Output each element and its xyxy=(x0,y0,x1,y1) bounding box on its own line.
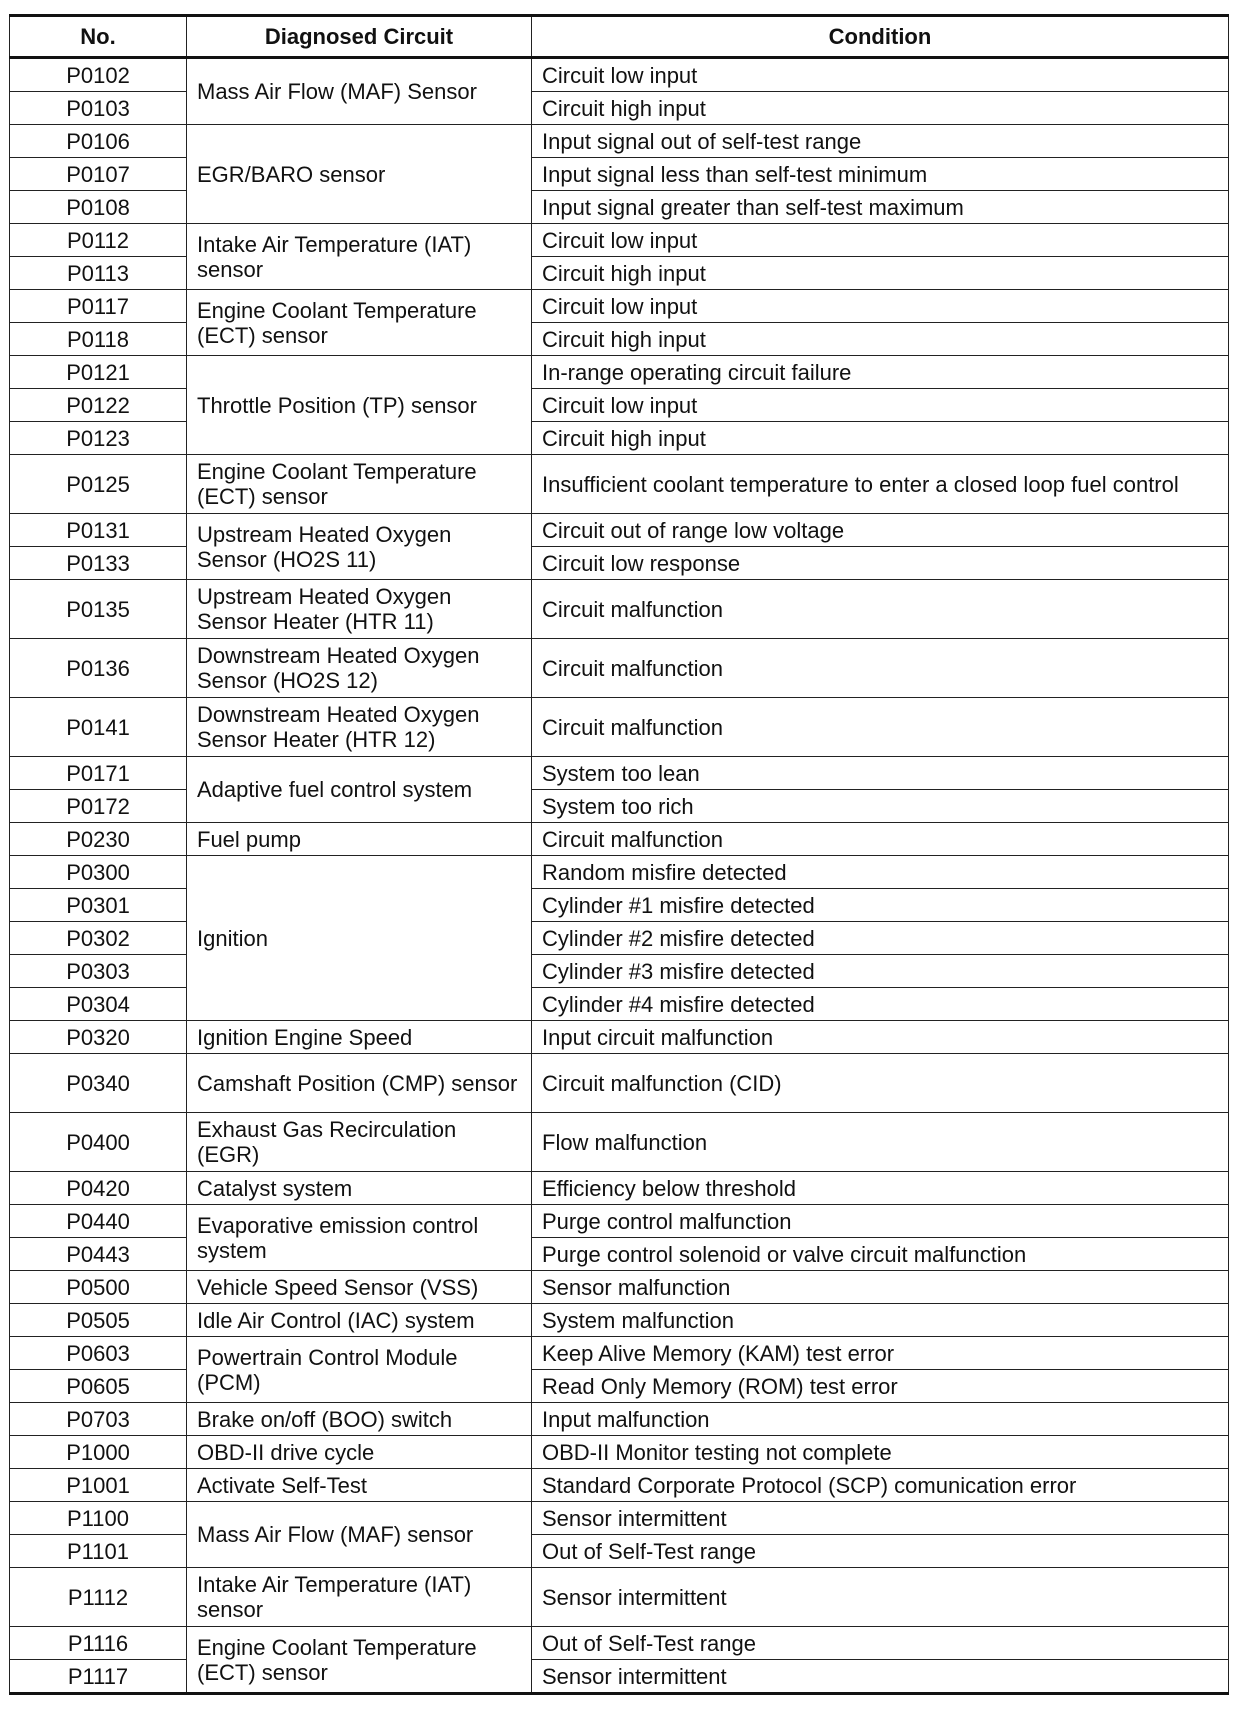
dtc-code: P0113 xyxy=(10,257,187,290)
dtc-code: P0605 xyxy=(10,1370,187,1403)
condition: Sensor malfunction xyxy=(532,1271,1229,1304)
dtc-code: P0131 xyxy=(10,514,187,547)
diagnosed-circuit: OBD-II drive cycle xyxy=(187,1436,532,1469)
dtc-code: P0102 xyxy=(10,58,187,92)
diagnosed-circuit: Fuel pump xyxy=(187,823,532,856)
diagnosed-circuit: Intake Air Temperature (IAT) sensor xyxy=(187,1568,532,1627)
table-row xyxy=(10,1172,1229,1205)
condition: Cylinder #3 misfire detected xyxy=(532,955,1229,988)
condition: Input signal greater than self-test maximum xyxy=(532,191,1229,224)
condition: Circuit high input xyxy=(532,92,1229,125)
diagnosed-circuit: Vehicle Speed Sensor (VSS) xyxy=(187,1271,532,1304)
header-no: No. xyxy=(10,16,187,58)
diagnosed-circuit: Engine Coolant Temperature (ECT) sensor xyxy=(187,1627,532,1694)
dtc-code: P0103 xyxy=(10,92,187,125)
dtc-code: P0302 xyxy=(10,922,187,955)
condition: System too lean xyxy=(532,757,1229,790)
diagnosed-circuit: Ignition xyxy=(187,856,532,1021)
diagnosed-circuit: Mass Air Flow (MAF) Sensor xyxy=(187,58,532,125)
condition: Purge control malfunction xyxy=(532,1205,1229,1238)
condition: Circuit high input xyxy=(532,422,1229,455)
diagnosed-circuit: Upstream Heated Oxygen Sensor (HO2S 11) xyxy=(187,514,532,580)
condition: Input malfunction xyxy=(532,1403,1229,1436)
dtc-code: P0112 xyxy=(10,224,187,257)
table-body xyxy=(10,58,1229,1694)
dtc-code: P0603 xyxy=(10,1337,187,1370)
condition: Circuit malfunction xyxy=(532,639,1229,698)
diagnosed-circuit: Evaporative emission control system xyxy=(187,1205,532,1271)
condition: Read Only Memory (ROM) test error xyxy=(532,1370,1229,1403)
dtc-code: P1116 xyxy=(10,1627,187,1660)
condition: OBD-II Monitor testing not complete xyxy=(532,1436,1229,1469)
condition: System malfunction xyxy=(532,1304,1229,1337)
dtc-code: P0107 xyxy=(10,158,187,191)
dtc-code: P0320 xyxy=(10,1021,187,1054)
table-row xyxy=(10,1469,1229,1502)
dtc-code: P1001 xyxy=(10,1469,187,1502)
table-row xyxy=(10,1113,1229,1172)
table-row xyxy=(10,356,1229,389)
table-row xyxy=(10,1271,1229,1304)
condition: Circuit malfunction xyxy=(532,698,1229,757)
dtc-code: P1112 xyxy=(10,1568,187,1627)
dtc-code: P0703 xyxy=(10,1403,187,1436)
diagnosed-circuit: Powertrain Control Module (PCM) xyxy=(187,1337,532,1403)
table-row xyxy=(10,58,1229,92)
condition: Cylinder #2 misfire detected xyxy=(532,922,1229,955)
condition: System too rich xyxy=(532,790,1229,823)
diagnosed-circuit: Mass Air Flow (MAF) sensor xyxy=(187,1502,532,1568)
diagnosed-circuit: Brake on/off (BOO) switch xyxy=(187,1403,532,1436)
condition: In-range operating circuit failure xyxy=(532,356,1229,389)
diagnosed-circuit: Catalyst system xyxy=(187,1172,532,1205)
dtc-table xyxy=(9,14,1229,1695)
table-row xyxy=(10,125,1229,158)
dtc-code: P0106 xyxy=(10,125,187,158)
dtc-code: P0443 xyxy=(10,1238,187,1271)
condition: Circuit malfunction (CID) xyxy=(532,1054,1229,1113)
dtc-code: P0108 xyxy=(10,191,187,224)
condition: Input circuit malfunction xyxy=(532,1021,1229,1054)
dtc-code: P0121 xyxy=(10,356,187,389)
dtc-code: P1100 xyxy=(10,1502,187,1535)
diagnosed-circuit: Activate Self-Test xyxy=(187,1469,532,1502)
table-row xyxy=(10,455,1229,514)
dtc-code: P0500 xyxy=(10,1271,187,1304)
dtc-code: P0230 xyxy=(10,823,187,856)
condition: Circuit malfunction xyxy=(532,823,1229,856)
dtc-code: P0172 xyxy=(10,790,187,823)
diagnosed-circuit: Adaptive fuel control system xyxy=(187,757,532,823)
dtc-code: P0301 xyxy=(10,889,187,922)
table-row xyxy=(10,1436,1229,1469)
condition: Out of Self-Test range xyxy=(532,1627,1229,1660)
table-row xyxy=(10,1403,1229,1436)
condition: Efficiency below threshold xyxy=(532,1172,1229,1205)
table-row xyxy=(10,224,1229,257)
dtc-code: P0133 xyxy=(10,547,187,580)
table-row xyxy=(10,580,1229,639)
table-row xyxy=(10,639,1229,698)
condition: Standard Corporate Protocol (SCP) comunication error xyxy=(532,1469,1229,1502)
dtc-code: P0340 xyxy=(10,1054,187,1113)
diagnosed-circuit: EGR/BARO sensor xyxy=(187,125,532,224)
diagnosed-circuit: Downstream Heated Oxygen Sensor (HO2S 12) xyxy=(187,639,532,698)
table-header-row xyxy=(10,16,1229,58)
dtc-code: P0117 xyxy=(10,290,187,323)
dtc-code: P0136 xyxy=(10,639,187,698)
table-row xyxy=(10,1054,1229,1113)
diagnosed-circuit: Engine Coolant Temperature (ECT) sensor xyxy=(187,290,532,356)
condition: Circuit low response xyxy=(532,547,1229,580)
condition: Cylinder #1 misfire detected xyxy=(532,889,1229,922)
diagnosed-circuit: Downstream Heated Oxygen Sensor Heater (HTR 12) xyxy=(187,698,532,757)
header-condition: Condition xyxy=(532,16,1229,58)
dtc-code: P0118 xyxy=(10,323,187,356)
table-row xyxy=(10,1337,1229,1370)
dtc-code: P0303 xyxy=(10,955,187,988)
table-row xyxy=(10,1021,1229,1054)
dtc-code: P1117 xyxy=(10,1660,187,1694)
diagnosed-circuit: Ignition Engine Speed xyxy=(187,1021,532,1054)
diagnosed-circuit: Intake Air Temperature (IAT) sensor xyxy=(187,224,532,290)
table-row xyxy=(10,290,1229,323)
condition: Sensor intermittent xyxy=(532,1502,1229,1535)
condition: Input signal out of self-test range xyxy=(532,125,1229,158)
condition: Purge control solenoid or valve circuit malfunction xyxy=(532,1238,1229,1271)
dtc-code: P0304 xyxy=(10,988,187,1021)
condition: Out of Self-Test range xyxy=(532,1535,1229,1568)
diagnosed-circuit: Engine Coolant Temperature (ECT) sensor xyxy=(187,455,532,514)
condition: Sensor intermittent xyxy=(532,1568,1229,1627)
diagnosed-circuit: Upstream Heated Oxygen Sensor Heater (HTR 11) xyxy=(187,580,532,639)
condition: Circuit low input xyxy=(532,389,1229,422)
dtc-code: P0125 xyxy=(10,455,187,514)
condition: Circuit low input xyxy=(532,224,1229,257)
condition: Cylinder #4 misfire detected xyxy=(532,988,1229,1021)
table-row xyxy=(10,1502,1229,1535)
condition: Sensor intermittent xyxy=(532,1660,1229,1694)
dtc-code: P0300 xyxy=(10,856,187,889)
dtc-code: P0505 xyxy=(10,1304,187,1337)
header-diagnosed-circuit: Diagnosed Circuit xyxy=(187,16,532,58)
table-row xyxy=(10,514,1229,547)
dtc-code: P0420 xyxy=(10,1172,187,1205)
table-row xyxy=(10,1304,1229,1337)
dtc-code: P1000 xyxy=(10,1436,187,1469)
diagnosed-circuit: Throttle Position (TP) sensor xyxy=(187,356,532,455)
condition: Circuit low input xyxy=(532,290,1229,323)
diagnosed-circuit: Exhaust Gas Recirculation (EGR) xyxy=(187,1113,532,1172)
table-row xyxy=(10,1568,1229,1627)
dtc-code: P0440 xyxy=(10,1205,187,1238)
condition: Circuit low input xyxy=(532,58,1229,92)
table-row xyxy=(10,757,1229,790)
dtc-code: P0123 xyxy=(10,422,187,455)
table-row xyxy=(10,823,1229,856)
dtc-code: P0135 xyxy=(10,580,187,639)
diagnosed-circuit: Idle Air Control (IAC) system xyxy=(187,1304,532,1337)
dtc-code: P0122 xyxy=(10,389,187,422)
diagnosed-circuit: Camshaft Position (CMP) sensor xyxy=(187,1054,532,1113)
condition: Random misfire detected xyxy=(532,856,1229,889)
dtc-code: P0141 xyxy=(10,698,187,757)
dtc-code: P0171 xyxy=(10,757,187,790)
dtc-code: P1101 xyxy=(10,1535,187,1568)
condition: Keep Alive Memory (KAM) test error xyxy=(532,1337,1229,1370)
condition: Circuit malfunction xyxy=(532,580,1229,639)
table-row xyxy=(10,1627,1229,1660)
table-row xyxy=(10,856,1229,889)
condition: Circuit high input xyxy=(532,257,1229,290)
condition: Circuit out of range low voltage xyxy=(532,514,1229,547)
dtc-code: P0400 xyxy=(10,1113,187,1172)
condition: Insufficient coolant temperature to enter a closed loop fuel control xyxy=(532,455,1229,514)
condition: Flow malfunction xyxy=(532,1113,1229,1172)
table-row xyxy=(10,1205,1229,1238)
condition: Circuit high input xyxy=(532,323,1229,356)
condition: Input signal less than self-test minimum xyxy=(532,158,1229,191)
table-row xyxy=(10,698,1229,757)
